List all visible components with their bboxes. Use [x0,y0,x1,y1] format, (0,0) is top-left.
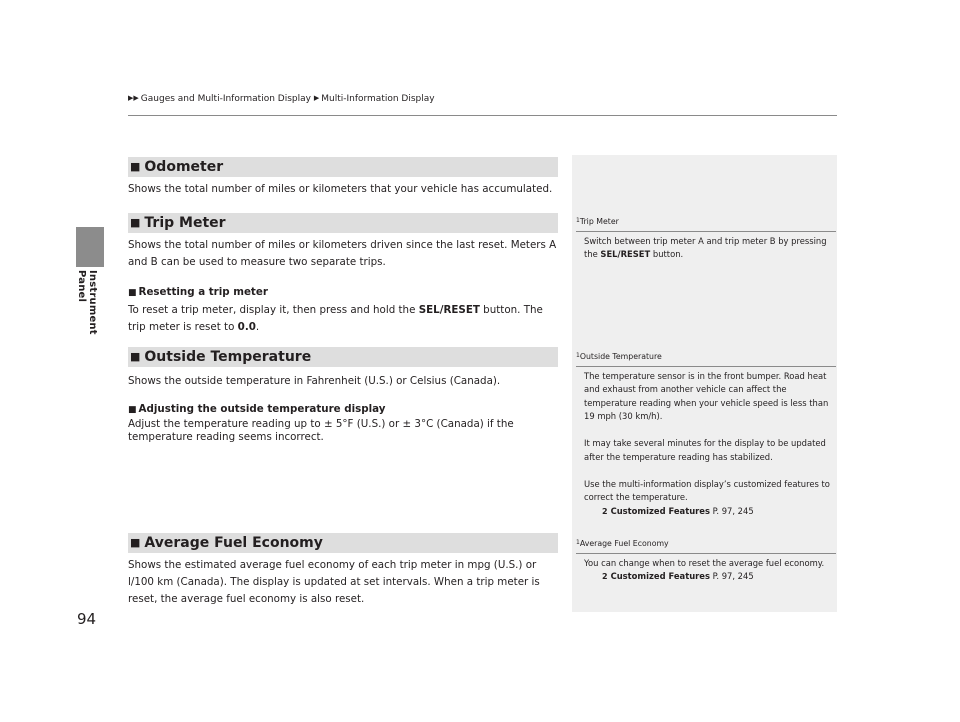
note-outside-temp [578,349,836,518]
reference-arrow-icon: 2 [602,572,608,581]
note-paragraph: The temperature sensor is in the front bumper. Road heat and exhaust from another vehicle can affect the temperature reading when your vehicle speed is less than 19 mph (30 km/h). [584,370,829,421]
subheading-reset-trip: ■ Resetting a trip meter [128,286,268,298]
outside-temp-text: Shows the outside temperature in Fahrenheit (U.S.) or Celsius (Canada). [128,375,501,387]
breadcrumb-item[interactable]: Gauges and Multi-Information Display [140,94,311,104]
reset-trip-text: To reset a trip meter, display it, then press and hold the SEL/RESET button. The trip meter is reset to 0.0. [128,304,543,333]
outside-temp-subsection [128,403,560,445]
chapter-label: Instrument Panel [76,270,98,335]
note-title: $^1$Average Fuel Economy [576,536,836,554]
page-number: 94 [77,610,97,628]
square-bullet-icon: ■ [130,350,141,363]
reset-value: 0.0 [237,321,256,333]
adjust-temp-text: Adjust the temperature reading up to ± 5°F (U.S.) or ± 3°C (Canada) if the temperature reading seems incorrect. [128,417,514,443]
note-paragraph: It may take several minutes for the display to be updated after the temperature reading has stabilized. [584,438,826,462]
breadcrumb [128,94,435,104]
note-paragraph: Use the multi-information display’s customized features to correct the temperature. [584,478,830,502]
square-bullet-icon: ■ [130,216,141,229]
note-title: $^1$Trip Meter [576,214,836,232]
trip-meter-subsection [128,284,560,336]
note-avg-fuel [578,536,836,584]
reference-arrow-icon: 2 [602,506,608,516]
note-title: $^1$Outside Temperature [576,349,836,367]
breadcrumb-arrow-icon: ▶▶ [128,94,139,102]
header-divider [128,115,837,116]
note-body: Switch between trip meter A and trip meter B by pressing the SEL/RESET button. [584,235,827,259]
square-bullet-icon: ■ [130,160,141,173]
section-heading-avg-fuel: ■ Average Fuel Economy [128,533,558,553]
breadcrumb-arrow-icon: ▶ [313,94,320,102]
cross-reference-link[interactable]: 2 Customized Features P. 97, 245 [602,571,754,581]
breadcrumb-item[interactable]: Multi-Information Display [321,94,435,104]
square-bullet-icon: ■ [128,288,137,298]
section-heading-odometer: ■ Odometer [128,157,558,177]
sel-reset-key: SEL/RESET [418,304,480,316]
trip-meter-text: Shows the total number of miles or kilometers driven since the last reset. Meters A and B can be used to measure two separate trips. [128,239,557,268]
note-paragraph: You can change when to reset the average fuel economy. [584,557,825,568]
section-heading-trip-meter: ■ Trip Meter [128,213,558,233]
chapter-tab [76,227,104,267]
odometer-text: Shows the total number of miles or kilometers that your vehicle has accumulated. [128,183,553,195]
square-bullet-icon: ■ [130,536,141,549]
note-trip-meter [578,214,836,262]
sel-reset-key: SEL/RESET [600,249,651,259]
section-heading-outside-temp: ■ Outside Temperature [128,347,558,367]
avg-fuel-text: Shows the estimated average fuel economy of each trip meter in mpg (U.S.) or l/100 km (Canada). The display is updated at set intervals. When a trip meter is reset, the average fuel economy is also reset. [128,559,540,605]
cross-reference-link[interactable]: 2 Customized Features P. 97, 245 [602,505,754,516]
subheading-adjust-temp: ■ Adjusting the outside temperature display [128,403,386,415]
note-body [578,367,836,519]
note-body [578,554,836,584]
square-bullet-icon: ■ [128,405,137,415]
